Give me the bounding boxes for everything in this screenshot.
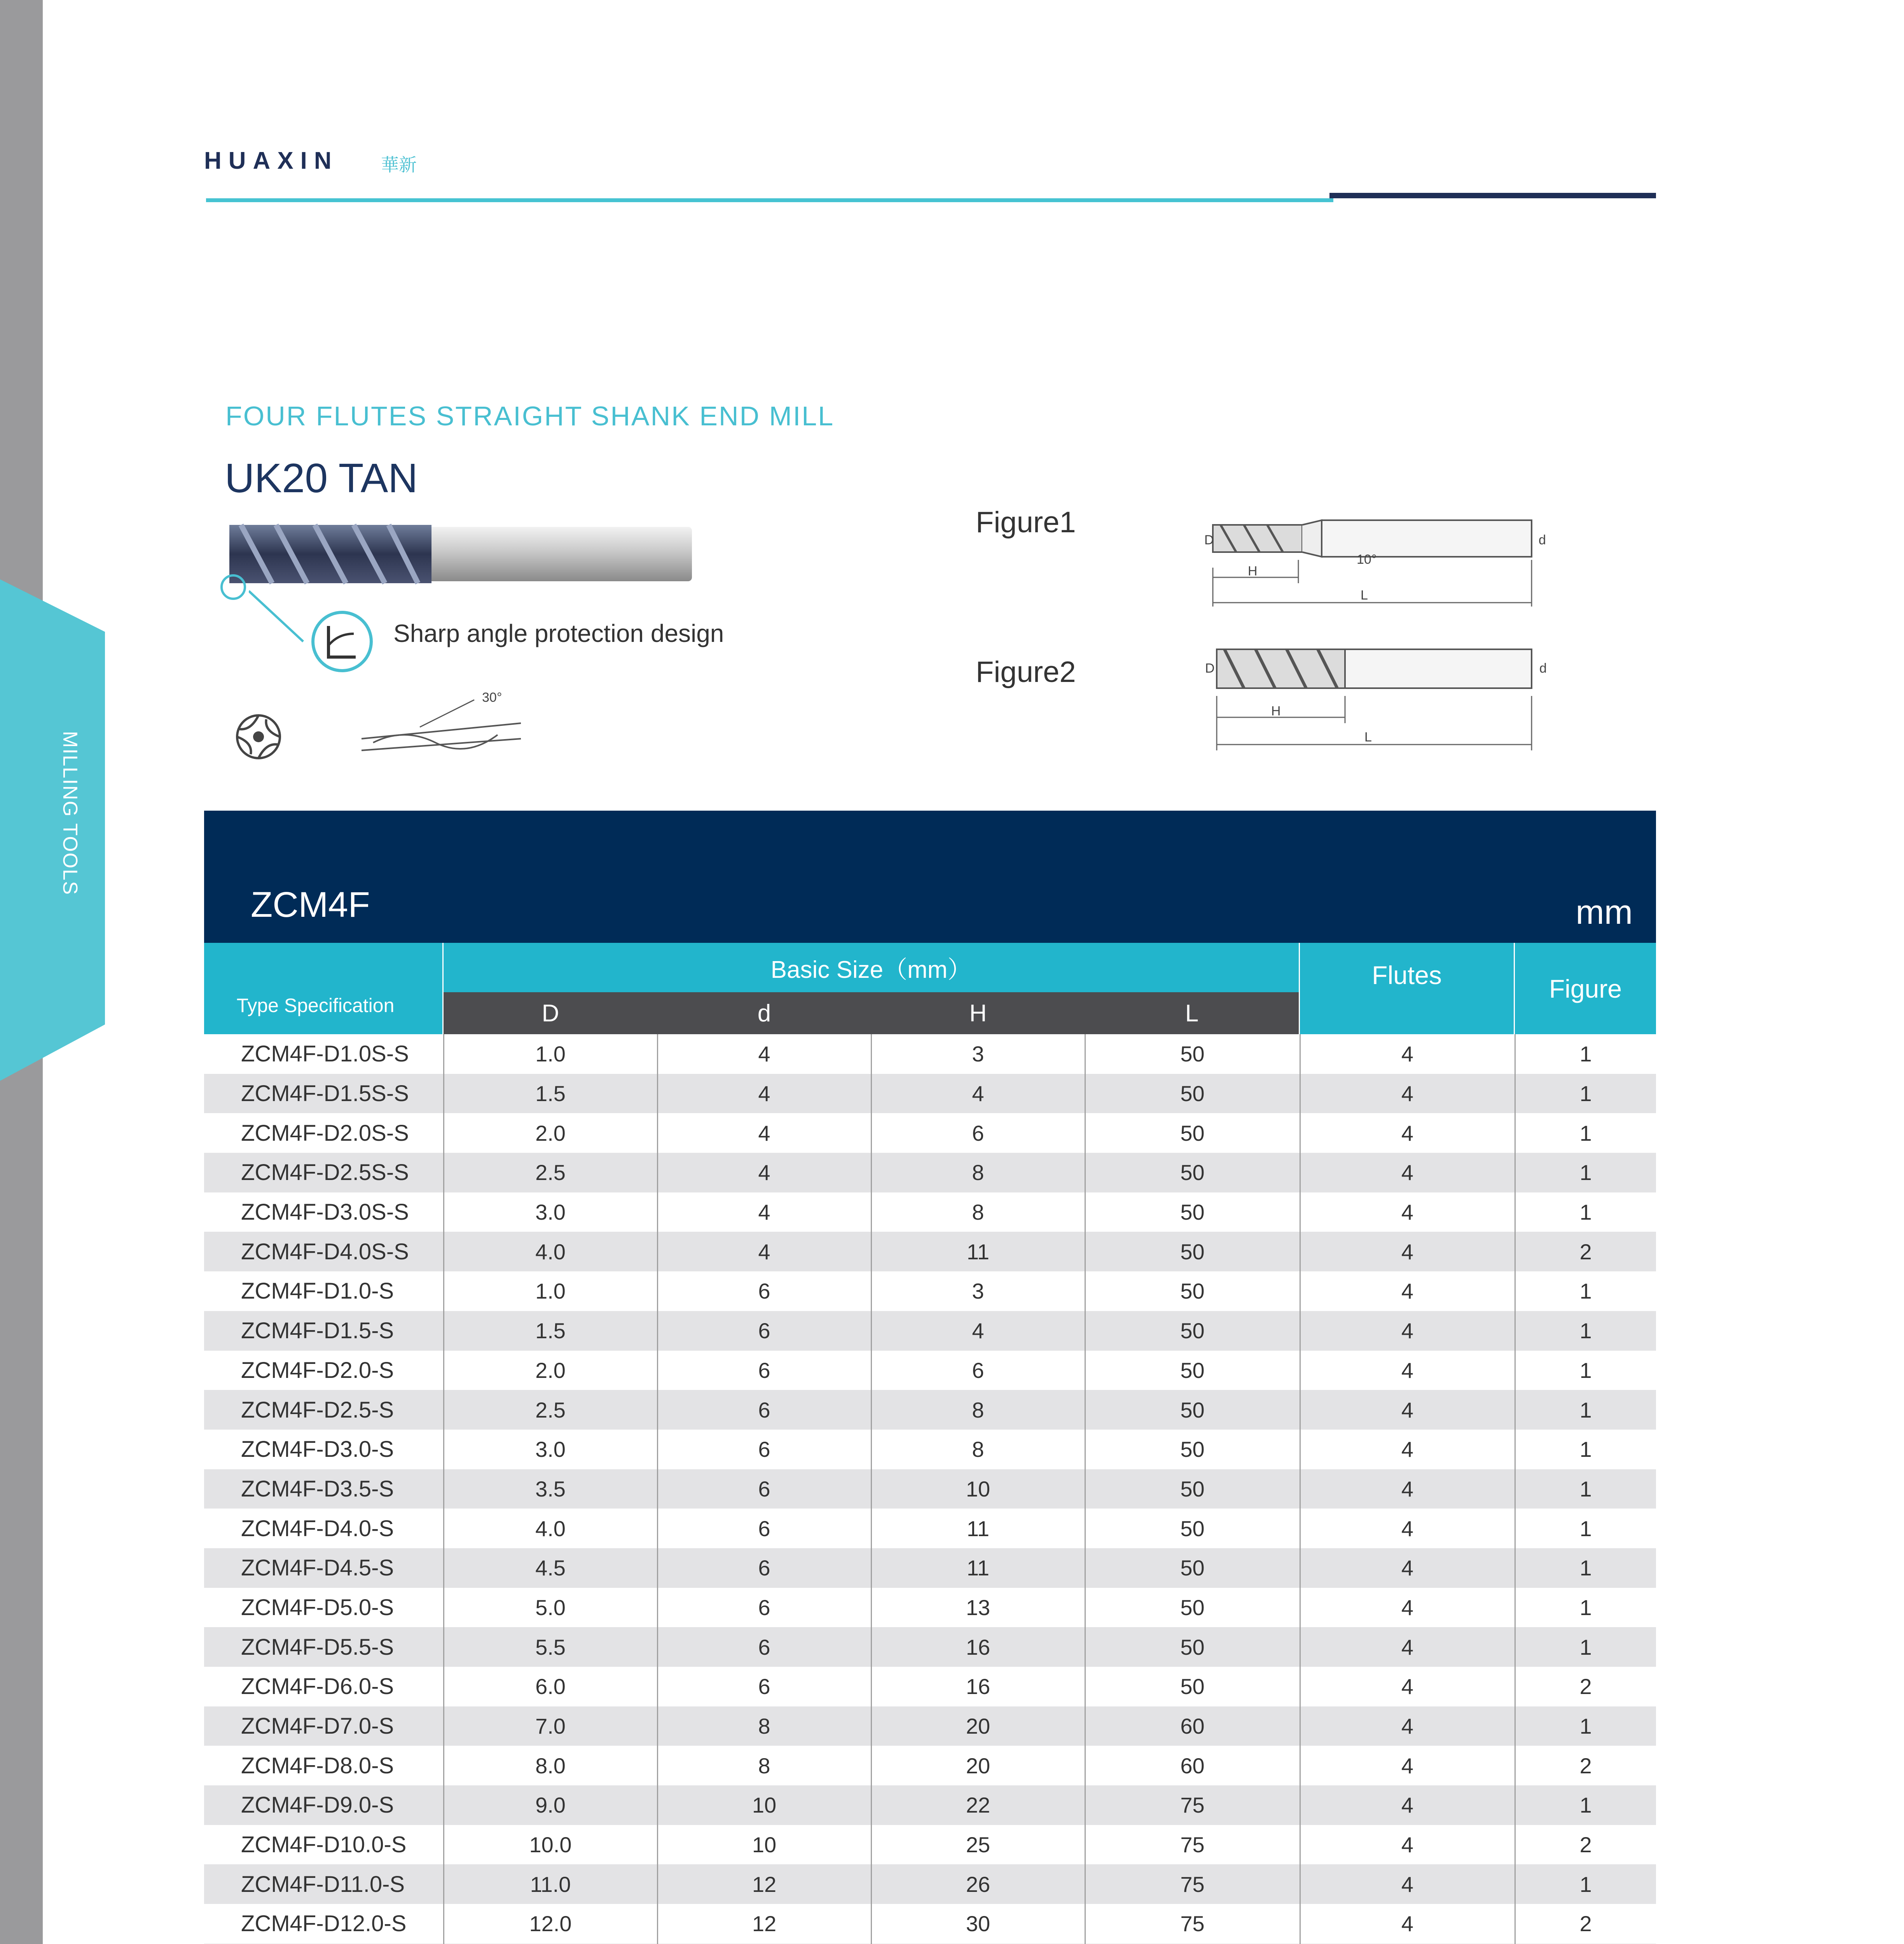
table-row — [204, 1509, 1656, 1548]
cell-D: 8.0 — [444, 1746, 657, 1785]
table-header-band — [204, 811, 1656, 943]
cell-L: 50 — [1085, 1351, 1300, 1390]
table-row — [204, 1113, 1656, 1153]
table-row — [204, 1904, 1656, 1944]
cell-type-spec: ZCM4F-D3.0S-S — [204, 1192, 444, 1232]
cell-type-spec: ZCM4F-D1.0S-S — [204, 1034, 444, 1074]
cell-D: 6.0 — [444, 1667, 657, 1706]
cell-H: 11 — [871, 1548, 1085, 1588]
table-row — [204, 1785, 1656, 1825]
svg-text:D: D — [1204, 533, 1214, 547]
cell-type-spec: ZCM4F-D5.5-S — [204, 1627, 444, 1667]
cell-D: 1.0 — [444, 1271, 657, 1311]
cell-D: 9.0 — [444, 1785, 657, 1825]
cell-figure: 1 — [1515, 1153, 1656, 1192]
cell-figure: 2 — [1579, 1753, 1592, 1778]
side-section-label: MILLING TOOLS — [59, 731, 81, 895]
figure2-drawing — [1201, 638, 1563, 754]
cell-d: 6 — [657, 1430, 871, 1469]
svg-text:10°: 10° — [1357, 552, 1377, 567]
cell-H: 4 — [871, 1311, 1085, 1351]
cell-type-spec: ZCM4F-D2.0S-S — [204, 1113, 444, 1153]
cell-L: 50 — [1085, 1271, 1300, 1311]
cell-type-spec: ZCM4F-D2.5S-S — [204, 1153, 444, 1192]
cell-H: 11 — [871, 1232, 1085, 1271]
cell-D: 3.5 — [444, 1469, 657, 1509]
cell-flutes: 4 — [1300, 1785, 1515, 1825]
table-row — [204, 1548, 1656, 1588]
cell-flutes: 4 — [1300, 1904, 1515, 1944]
cell-type-spec: ZCM4F-D5.0-S — [204, 1588, 444, 1628]
cell-D: 2.5 — [444, 1390, 657, 1430]
cell-d: 8 — [657, 1746, 871, 1785]
cell-figure: 2 — [1579, 1911, 1592, 1936]
cell-H: 20 — [871, 1706, 1085, 1746]
table-row — [204, 1192, 1656, 1232]
cell-D: 2.5 — [444, 1153, 657, 1192]
cell-figure: 1 — [1579, 1358, 1592, 1383]
spec-table-body — [204, 1034, 1656, 1944]
header-figure: Figure — [1515, 943, 1656, 1034]
cell-type-spec: ZCM4F-D6.0-S — [204, 1667, 444, 1706]
cell-type-spec: ZCM4F-D12.0-S — [204, 1904, 444, 1944]
cell-L: 50 — [1085, 1667, 1300, 1706]
cell-flutes: 4 — [1300, 1864, 1515, 1904]
cell-H: 4 — [871, 1074, 1085, 1114]
cell-type-spec: ZCM4F-D4.5-S — [204, 1548, 444, 1588]
cell-H: 6 — [871, 1113, 1085, 1153]
cell-H: 16 — [871, 1667, 1085, 1706]
product-title: UK20 TAN — [225, 455, 418, 501]
cell-type-spec: ZCM4F-D8.0-S — [204, 1746, 444, 1785]
cell-type-spec: ZCM4F-D3.0-S — [204, 1430, 444, 1469]
cell-d: 8 — [657, 1706, 871, 1746]
table-row — [204, 1351, 1656, 1390]
cell-L: 50 — [1085, 1509, 1300, 1548]
cell-D: 1.5 — [444, 1074, 657, 1114]
cell-H: 6 — [871, 1351, 1085, 1390]
figure1-label: Figure1 — [976, 506, 1076, 539]
cell-D: 10.0 — [444, 1825, 657, 1865]
cell-D: 5.0 — [444, 1588, 657, 1628]
cell-figure: 1 — [1515, 1390, 1656, 1430]
cell-type-spec: ZCM4F-D4.0S-S — [204, 1232, 444, 1271]
table-row — [204, 1074, 1656, 1114]
cell-H: 3 — [871, 1034, 1085, 1074]
cell-flutes: 4 — [1300, 1232, 1515, 1271]
cell-d: 4 — [657, 1153, 871, 1192]
cell-d: 10 — [657, 1785, 871, 1825]
cell-L: 75 — [1085, 1825, 1300, 1865]
cell-H: 22 — [871, 1785, 1085, 1825]
cell-H: 20 — [871, 1746, 1085, 1785]
table-row — [204, 1153, 1656, 1192]
table-row — [204, 1588, 1656, 1628]
table-row — [204, 1034, 1656, 1074]
cell-type-spec: ZCM4F-D11.0-S — [204, 1864, 444, 1904]
cell-figure: 1 — [1579, 1121, 1592, 1145]
cell-figure: 1 — [1515, 1074, 1656, 1114]
cell-flutes: 4 — [1300, 1074, 1515, 1114]
cell-H: 25 — [871, 1825, 1085, 1865]
cell-L: 50 — [1085, 1627, 1300, 1667]
cell-figure: 1 — [1515, 1469, 1656, 1509]
cell-figure: 1 — [1579, 1042, 1592, 1066]
cell-type-spec: ZCM4F-D1.0-S — [204, 1271, 444, 1311]
cell-flutes: 4 — [1300, 1390, 1515, 1430]
cell-L: 50 — [1085, 1232, 1300, 1271]
cell-figure: 2 — [1515, 1232, 1656, 1271]
header-type-spec: Type Specification — [204, 943, 442, 1034]
header-D: D — [444, 992, 657, 1034]
cell-D: 4.0 — [444, 1509, 657, 1548]
table-row — [204, 1706, 1656, 1746]
svg-text:d: d — [1539, 533, 1546, 547]
flute-angle-sketch — [358, 684, 529, 770]
cell-d: 6 — [657, 1390, 871, 1430]
svg-text:d: d — [1539, 661, 1547, 676]
cell-type-spec: ZCM4F-D2.0-S — [204, 1351, 444, 1390]
cell-D: 7.0 — [444, 1706, 657, 1746]
series-name: ZCM4F — [251, 885, 370, 925]
cell-D: 4.5 — [444, 1548, 657, 1588]
cell-D: 11.0 — [444, 1864, 657, 1904]
svg-text:L: L — [1361, 588, 1368, 603]
cell-flutes: 4 — [1300, 1588, 1515, 1628]
cell-d: 6 — [657, 1667, 871, 1706]
cell-L: 75 — [1085, 1864, 1300, 1904]
cell-d: 4 — [657, 1113, 871, 1153]
cell-H: 8 — [871, 1192, 1085, 1232]
svg-text:D: D — [1205, 661, 1215, 676]
cell-type-spec: ZCM4F-D3.5-S — [204, 1469, 444, 1509]
table-row — [204, 1825, 1656, 1865]
cell-flutes: 4 — [1300, 1153, 1515, 1192]
figure1-drawing — [1201, 509, 1563, 610]
cell-flutes: 4 — [1300, 1509, 1515, 1548]
figure2-label: Figure2 — [976, 656, 1076, 689]
cell-d: 4 — [657, 1034, 871, 1074]
header-rule-teal — [206, 198, 1333, 202]
table-row — [204, 1667, 1656, 1706]
header-basic-size: Basic Size（mm） — [444, 943, 1299, 992]
cell-flutes: 4 — [1300, 1351, 1515, 1390]
cell-type-spec: ZCM4F-D4.0-S — [204, 1509, 444, 1548]
cell-d: 10 — [657, 1825, 871, 1865]
cell-d: 6 — [657, 1271, 871, 1311]
cell-d: 4 — [657, 1074, 871, 1114]
cell-L: 50 — [1085, 1430, 1300, 1469]
sharp-angle-caption: Sharp angle protection design — [393, 619, 724, 647]
cell-D: 1.0 — [444, 1034, 657, 1074]
cell-flutes: 4 — [1300, 1113, 1515, 1153]
sharp-angle-detail-icon — [249, 583, 381, 677]
cell-figure: 1 — [1515, 1864, 1656, 1904]
cell-flutes: 4 — [1300, 1627, 1515, 1667]
cell-type-spec: ZCM4F-D2.5-S — [204, 1390, 444, 1430]
cell-D: 3.0 — [444, 1192, 657, 1232]
svg-text:H: H — [1248, 564, 1258, 579]
header-L: L — [1085, 992, 1299, 1034]
cell-figure: 1 — [1515, 1627, 1656, 1667]
cell-flutes: 4 — [1300, 1192, 1515, 1232]
cell-flutes: 4 — [1300, 1311, 1515, 1351]
cell-figure: 1 — [1515, 1785, 1656, 1825]
cell-L: 50 — [1085, 1074, 1300, 1114]
table-row — [204, 1430, 1656, 1469]
header-d: d — [657, 992, 871, 1034]
cell-flutes: 4 — [1300, 1034, 1515, 1074]
svg-text:H: H — [1271, 704, 1281, 719]
cell-flutes: 4 — [1300, 1667, 1515, 1706]
cell-H: 13 — [871, 1588, 1085, 1628]
cell-flutes: 4 — [1300, 1825, 1515, 1865]
header-flutes: Flutes — [1300, 943, 1514, 1034]
cell-figure: 1 — [1579, 1200, 1592, 1225]
cell-figure: 1 — [1579, 1279, 1592, 1304]
cell-H: 8 — [871, 1430, 1085, 1469]
cell-d: 6 — [657, 1469, 871, 1509]
product-subtitle: FOUR FLUTES STRAIGHT SHANK END MILL — [225, 401, 835, 431]
cell-figure: 1 — [1579, 1516, 1592, 1541]
table-row — [204, 1469, 1656, 1509]
cell-figure: 2 — [1579, 1674, 1592, 1699]
cell-L: 50 — [1085, 1192, 1300, 1232]
header-rule-navy — [1329, 193, 1656, 198]
cell-D: 2.0 — [444, 1113, 657, 1153]
cell-d: 12 — [657, 1904, 871, 1944]
cell-flutes: 4 — [1300, 1706, 1515, 1746]
table-row — [204, 1627, 1656, 1667]
table-row — [204, 1311, 1656, 1351]
cell-type-spec: ZCM4F-D7.0-S — [204, 1706, 444, 1746]
cell-L: 75 — [1085, 1904, 1300, 1944]
spec-table — [204, 811, 1656, 1944]
cell-H: 16 — [871, 1627, 1085, 1667]
cell-L: 50 — [1085, 1588, 1300, 1628]
cell-L: 60 — [1085, 1746, 1300, 1785]
cell-D: 1.5 — [444, 1311, 657, 1351]
cell-D: 2.0 — [444, 1351, 657, 1390]
cell-H: 10 — [871, 1469, 1085, 1509]
cell-H: 30 — [871, 1904, 1085, 1944]
cell-figure: 1 — [1515, 1706, 1656, 1746]
table-row — [204, 1271, 1656, 1311]
cell-L: 75 — [1085, 1785, 1300, 1825]
cell-L: 50 — [1085, 1469, 1300, 1509]
cell-flutes: 4 — [1300, 1746, 1515, 1785]
cell-D: 4.0 — [444, 1232, 657, 1271]
table-row — [204, 1232, 1656, 1271]
cell-d: 6 — [657, 1588, 871, 1628]
cell-type-spec: ZCM4F-D1.5S-S — [204, 1074, 444, 1114]
cell-d: 12 — [657, 1864, 871, 1904]
header-H: H — [871, 992, 1085, 1034]
cell-L: 50 — [1085, 1390, 1300, 1430]
cell-d: 4 — [657, 1192, 871, 1232]
cell-L: 60 — [1085, 1706, 1300, 1746]
table-row — [204, 1864, 1656, 1904]
cell-D: 12.0 — [444, 1904, 657, 1944]
cell-d: 6 — [657, 1509, 871, 1548]
cell-H: 3 — [871, 1271, 1085, 1311]
cell-figure: 1 — [1579, 1437, 1592, 1462]
cell-H: 11 — [871, 1509, 1085, 1548]
cell-type-spec: ZCM4F-D9.0-S — [204, 1785, 444, 1825]
cell-flutes: 4 — [1300, 1430, 1515, 1469]
cell-type-spec: ZCM4F-D1.5-S — [204, 1311, 444, 1351]
cell-L: 50 — [1085, 1113, 1300, 1153]
cell-flutes: 4 — [1300, 1548, 1515, 1588]
cell-flutes: 4 — [1300, 1271, 1515, 1311]
svg-text:L: L — [1364, 730, 1372, 745]
cell-L: 50 — [1085, 1311, 1300, 1351]
cell-figure: 1 — [1579, 1595, 1592, 1620]
brand-logo-cn: 華新 — [381, 155, 417, 175]
cell-H: 8 — [871, 1390, 1085, 1430]
cell-d: 6 — [657, 1351, 871, 1390]
cell-flutes: 4 — [1300, 1469, 1515, 1509]
cell-d: 4 — [657, 1232, 871, 1271]
cell-figure: 2 — [1579, 1832, 1592, 1857]
cell-type-spec: ZCM4F-D10.0-S — [204, 1825, 444, 1865]
cell-L: 50 — [1085, 1548, 1300, 1588]
cell-d: 6 — [657, 1548, 871, 1588]
cell-D: 3.0 — [444, 1430, 657, 1469]
table-row — [204, 1746, 1656, 1785]
cell-d: 6 — [657, 1311, 871, 1351]
side-section-tab — [0, 579, 105, 1081]
cell-L: 50 — [1085, 1034, 1300, 1074]
brand-logo: HUAXIN — [204, 147, 339, 174]
cell-D: 5.5 — [444, 1627, 657, 1667]
cell-d: 6 — [657, 1627, 871, 1667]
flute-cross-section-icon — [227, 708, 290, 766]
cell-H: 8 — [871, 1153, 1085, 1192]
cell-H: 26 — [871, 1864, 1085, 1904]
cell-figure: 1 — [1515, 1548, 1656, 1588]
cell-L: 50 — [1085, 1153, 1300, 1192]
table-row — [204, 1390, 1656, 1430]
column-headers — [204, 943, 1656, 1034]
angle-30-label: 30° — [482, 690, 502, 705]
unit-label: mm — [1576, 893, 1633, 931]
cell-figure: 1 — [1515, 1311, 1656, 1351]
